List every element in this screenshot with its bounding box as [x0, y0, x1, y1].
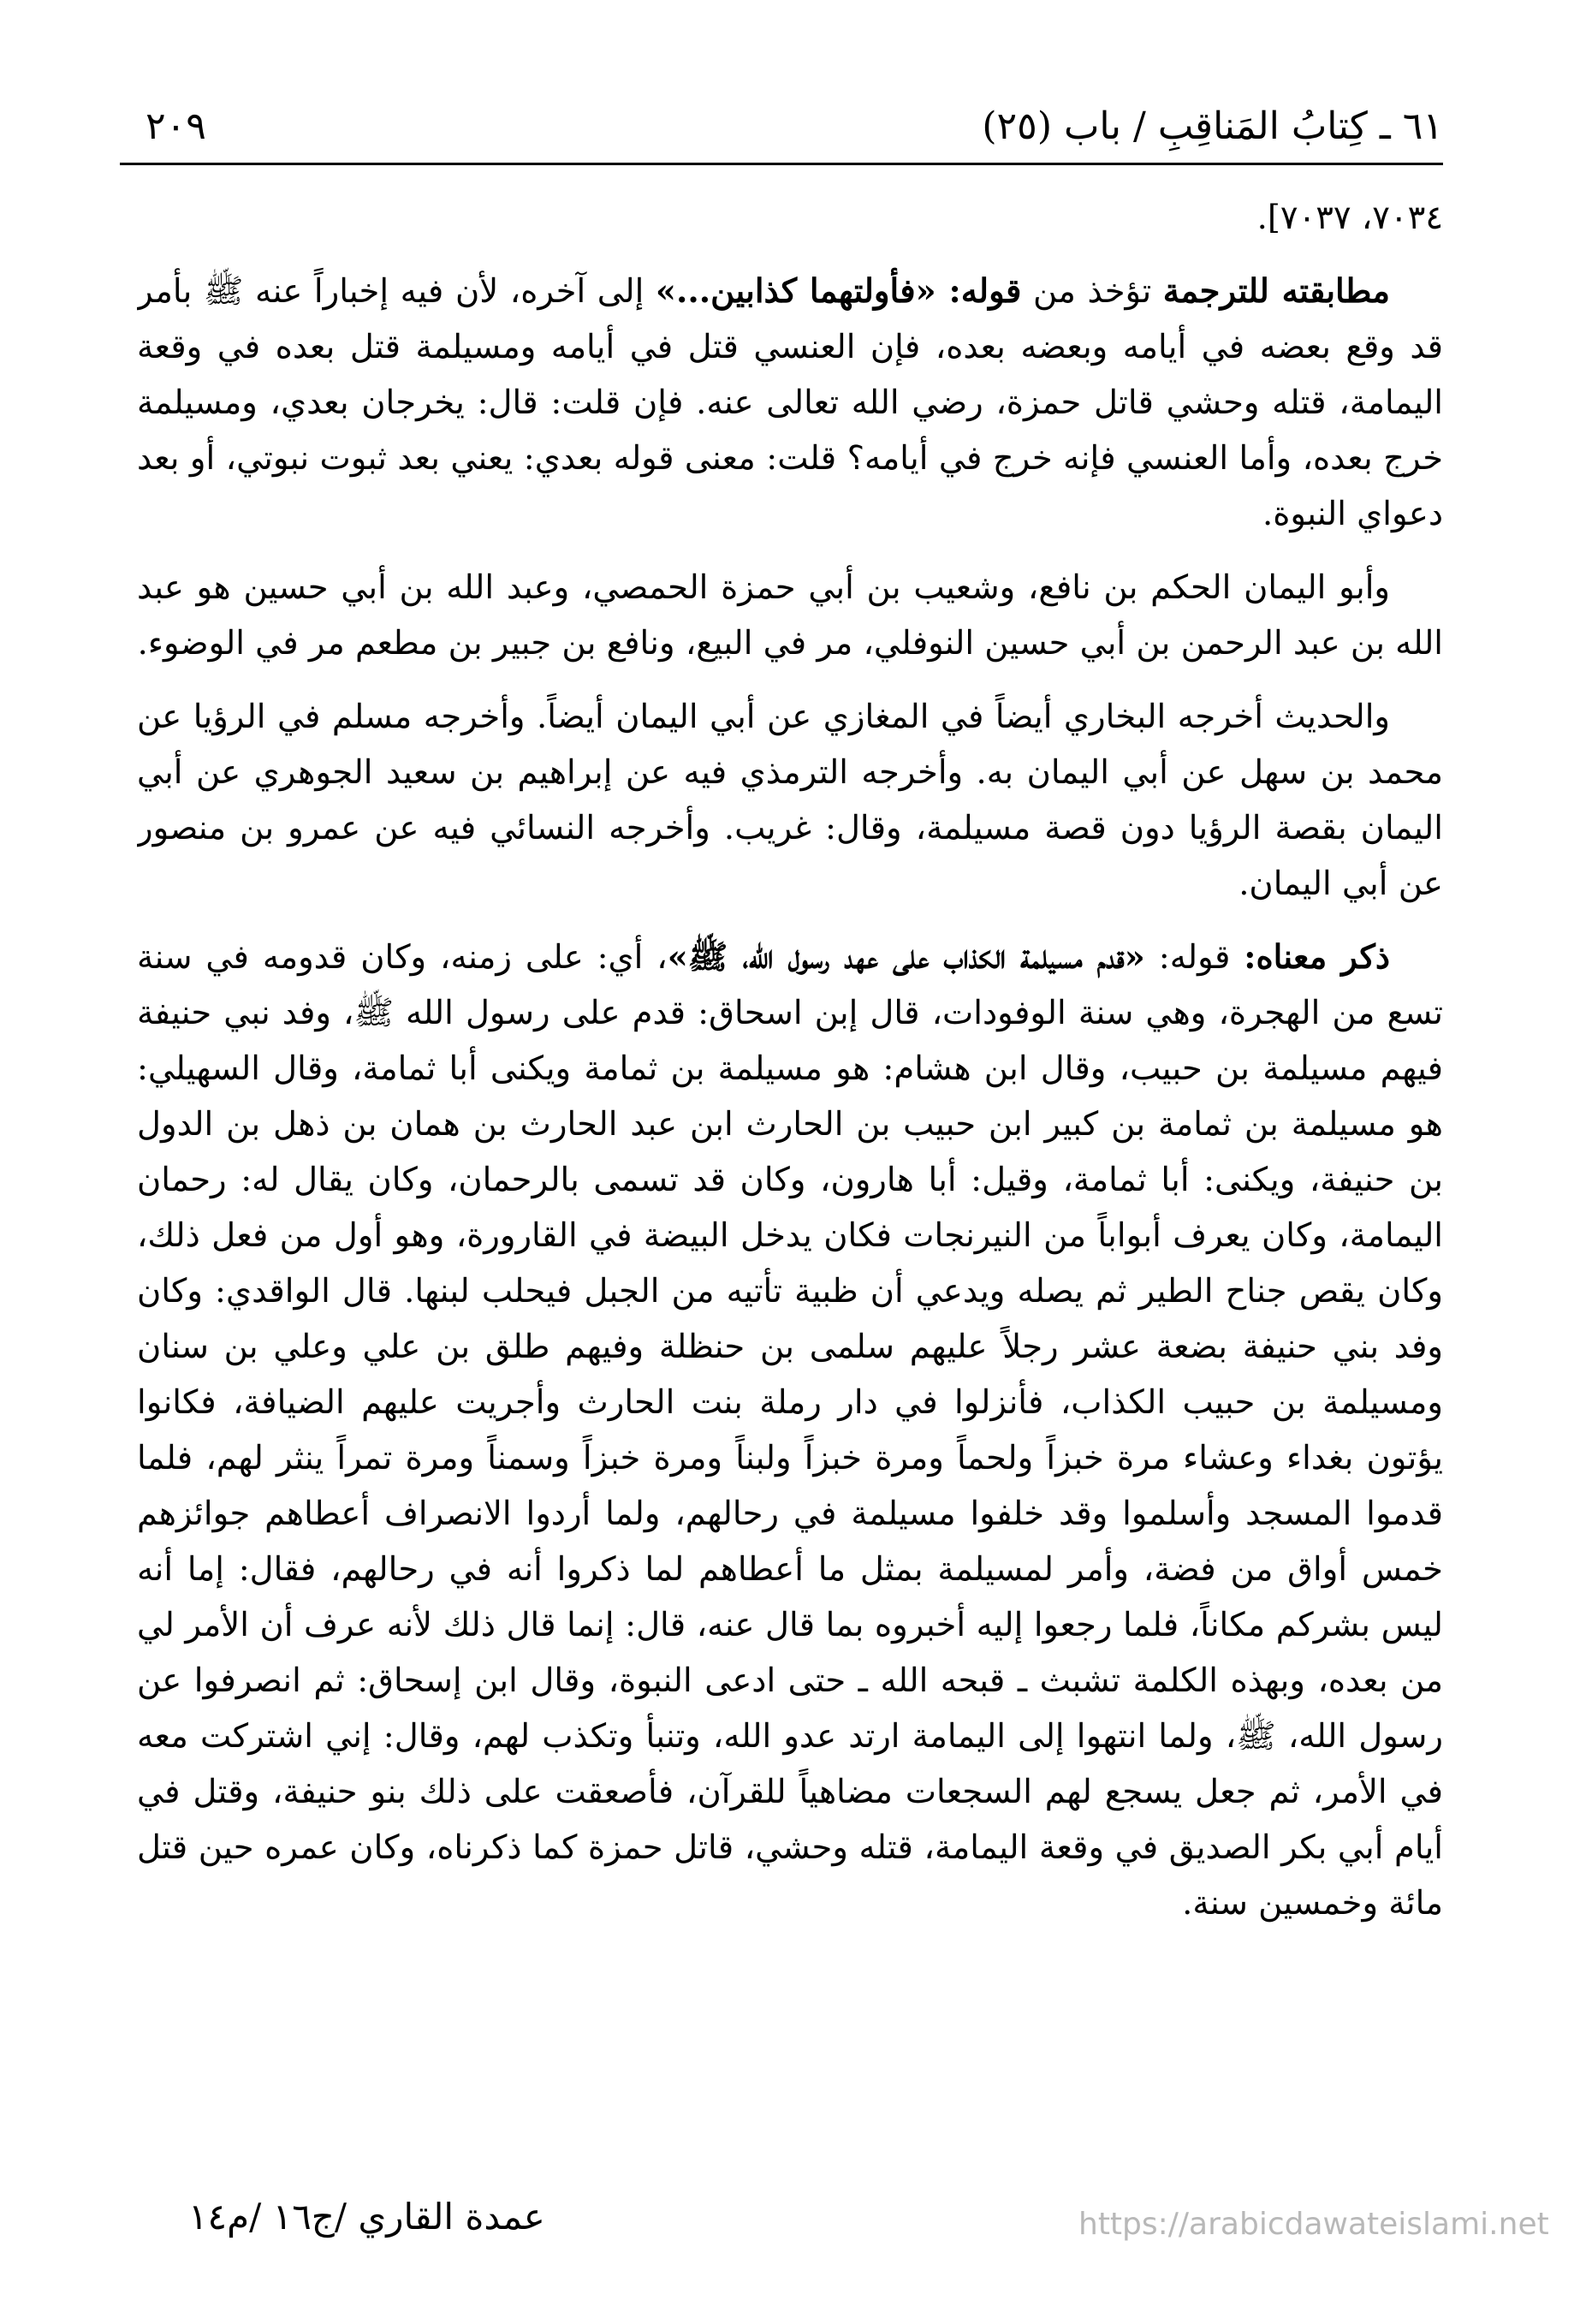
bold-run: ذكر معناه: [1244, 938, 1390, 977]
bold-run: قوله: «فأولتهما كذابين...» [655, 272, 1022, 311]
text-run: والحديث أخرجه البخاري أيضاً في المغازي عن أبي اليمان أيضاً. وأخرجه مسلم في الرؤيا عن محمد بن سهل عن أبي اليمان به. وأخرجه الترمذي فيه عن إبراهيم بن سعيد الجوهري عن أبي اليمان بقصة الرؤيا دون قصة مسيلمة، وقال: غريب. وأخرجه النسائي فيه عن عمرو بن منصور عن أبي اليمان. [137, 698, 1443, 903]
page-footer [137, 2187, 1549, 2264]
volume-signature: عمدة القاري /ج١٦ /م١٤ [188, 2196, 545, 2238]
text-run: ، أي: على زمنه، وكان قدومه في سنة تسع من الهجرة، وهي سنة الوفودات، قال إبن اسحاق: قدم على رسول الله ﷺ، وفد نبي حنيفة فيهم مسيلمة بن حبيب، وقال ابن هشام: هو مسيلمة بن ثمامة ويكنى أبا ثمامة، وقال السهيلي: هو مسيلمة بن ثمامة بن كبير ابن حبيب بن الحارث ابن عبد الحارث بن همان بن ذهل بن الدول بن حنيفة، ويكنى: أبا ثمامة، وقيل: أبا هارون، وكان قد تسمى بالرحمان، وكان يقال له: رحمان اليمامة، وكان يعرف أبواباً من النيرنجات فكان يدخل البيضة في القارورة، وهو أول من فعل ذلك، وكان يقص جناح الطير ثم يصله ويدعي أن ظبية تأتيه من الجبل فيحلب لبنها. قال الواقدي: وكان وفد بني حنيفة بضعة عشر رجلاً عليهم سلمى بن حنظلة وفيهم طلق بن علي وعلي بن سنان ومسيلمة بن حبيب الكذاب، فأنزلوا في دار رملة بنت الحارث وأجريت عليهم الضيافة، فكانوا يؤتون بغداء وعشاء مرة خبزاً ولحماً ومرة خبزاً ولبناً ومرة خبزاً وسمناً ومرة تمراً ينثر لهم، فلما قدموا المسجد وأسلموا وقد خلفوا مسيلمة في رحالهم، ولما أردوا الانصراف أعطاهم جوائزهم خمس أواق من فضة، وأمر لمسيلمة بمثل ما أعطاهم لما ذكروا أنه في رحالهم، فقال: إما أنه ليس بشركم مكاناً، فلما رجعوا إليه أخبروه بما قال عنه، قال: إنما قال ذلك لأنه عرف أن الأمر لي من بعده، وبهذه الكلمة تشبث ـ قبحه الله ـ حتى ادعى النبوة، وقال ابن إسحاق: ثم انصرفوا عن رسول الله، ﷺ، ولما انتهوا إلى اليمامة ارتد عدو الله، وتنبأ وتكذب لهم، وقال: إني اشتركت معه في الأمر، ثم جعل يسجع لهم السجعات مضاهياً للقرآن، فأصعقت على ذلك بنو حنيفة، وقتل في أيام أبي بكر الصديق في وقعة اليمامة، قتله وحشي، قاتل حمزة كما ذكرناه، وكان عمره حين قتل مائة وخمسين سنة. [137, 938, 1443, 1923]
header-rule [120, 163, 1443, 165]
text-run: تؤخذ من [1021, 272, 1163, 311]
watermark-url: https://arabicdawateislami.net [1078, 2207, 1549, 2242]
paragraph [137, 264, 1443, 542]
paragraph [137, 930, 1443, 1931]
text-run: إلى آخره، لأن فيه إخباراً عنه ﷺ بأمر قد وقع بعضه في أيامه وبعضه بعده، فإن العنسي قتل في أيامه ومسيلمة قتل بعده في وقعة اليمامة، قتله وحشي قاتل حمزة، رضي الله تعالى عنه. فإن قلت: قال: يخرجان بعدي، ومسيلمة خرج بعده، وأما العنسي فإنه خرج في أيامه؟ قلت: معنى قوله بعدي: يعني بعد ثبوت نبوتي، أو بعد دعواي النبوة. [137, 272, 1443, 533]
text-run: قوله: [1144, 938, 1244, 977]
paragraph [137, 689, 1443, 912]
bold-run: مطابقته للترجمة [1162, 272, 1390, 311]
paragraph [137, 560, 1443, 671]
body-text [137, 190, 1443, 2184]
text-run: وأبو اليمان الحكم بن نافع، وشعيب بن أبي حمزة الحمصي، وعبد الله بن أبي حسين هو عبد الله بن عبد الرحمن بن أبي حسين النوفلي، مر في البيع، ونافع بن جبير بن مطعم مر في الوضوء. [137, 568, 1443, 663]
text-run: ٧٠٣٤، ٧٠٣٧]. [1256, 199, 1443, 237]
chapter-heading: ٦١ ـ كِتابُ المَناقِبِ / باب (٢٥) [982, 104, 1443, 148]
page-number: ٢٠٩ [146, 104, 206, 148]
bold-run: «قدم مسيلمة الكذاب على عهد رسول الله، ﷺ» [667, 938, 1145, 977]
running-header [120, 101, 1443, 161]
paragraph [137, 190, 1443, 246]
